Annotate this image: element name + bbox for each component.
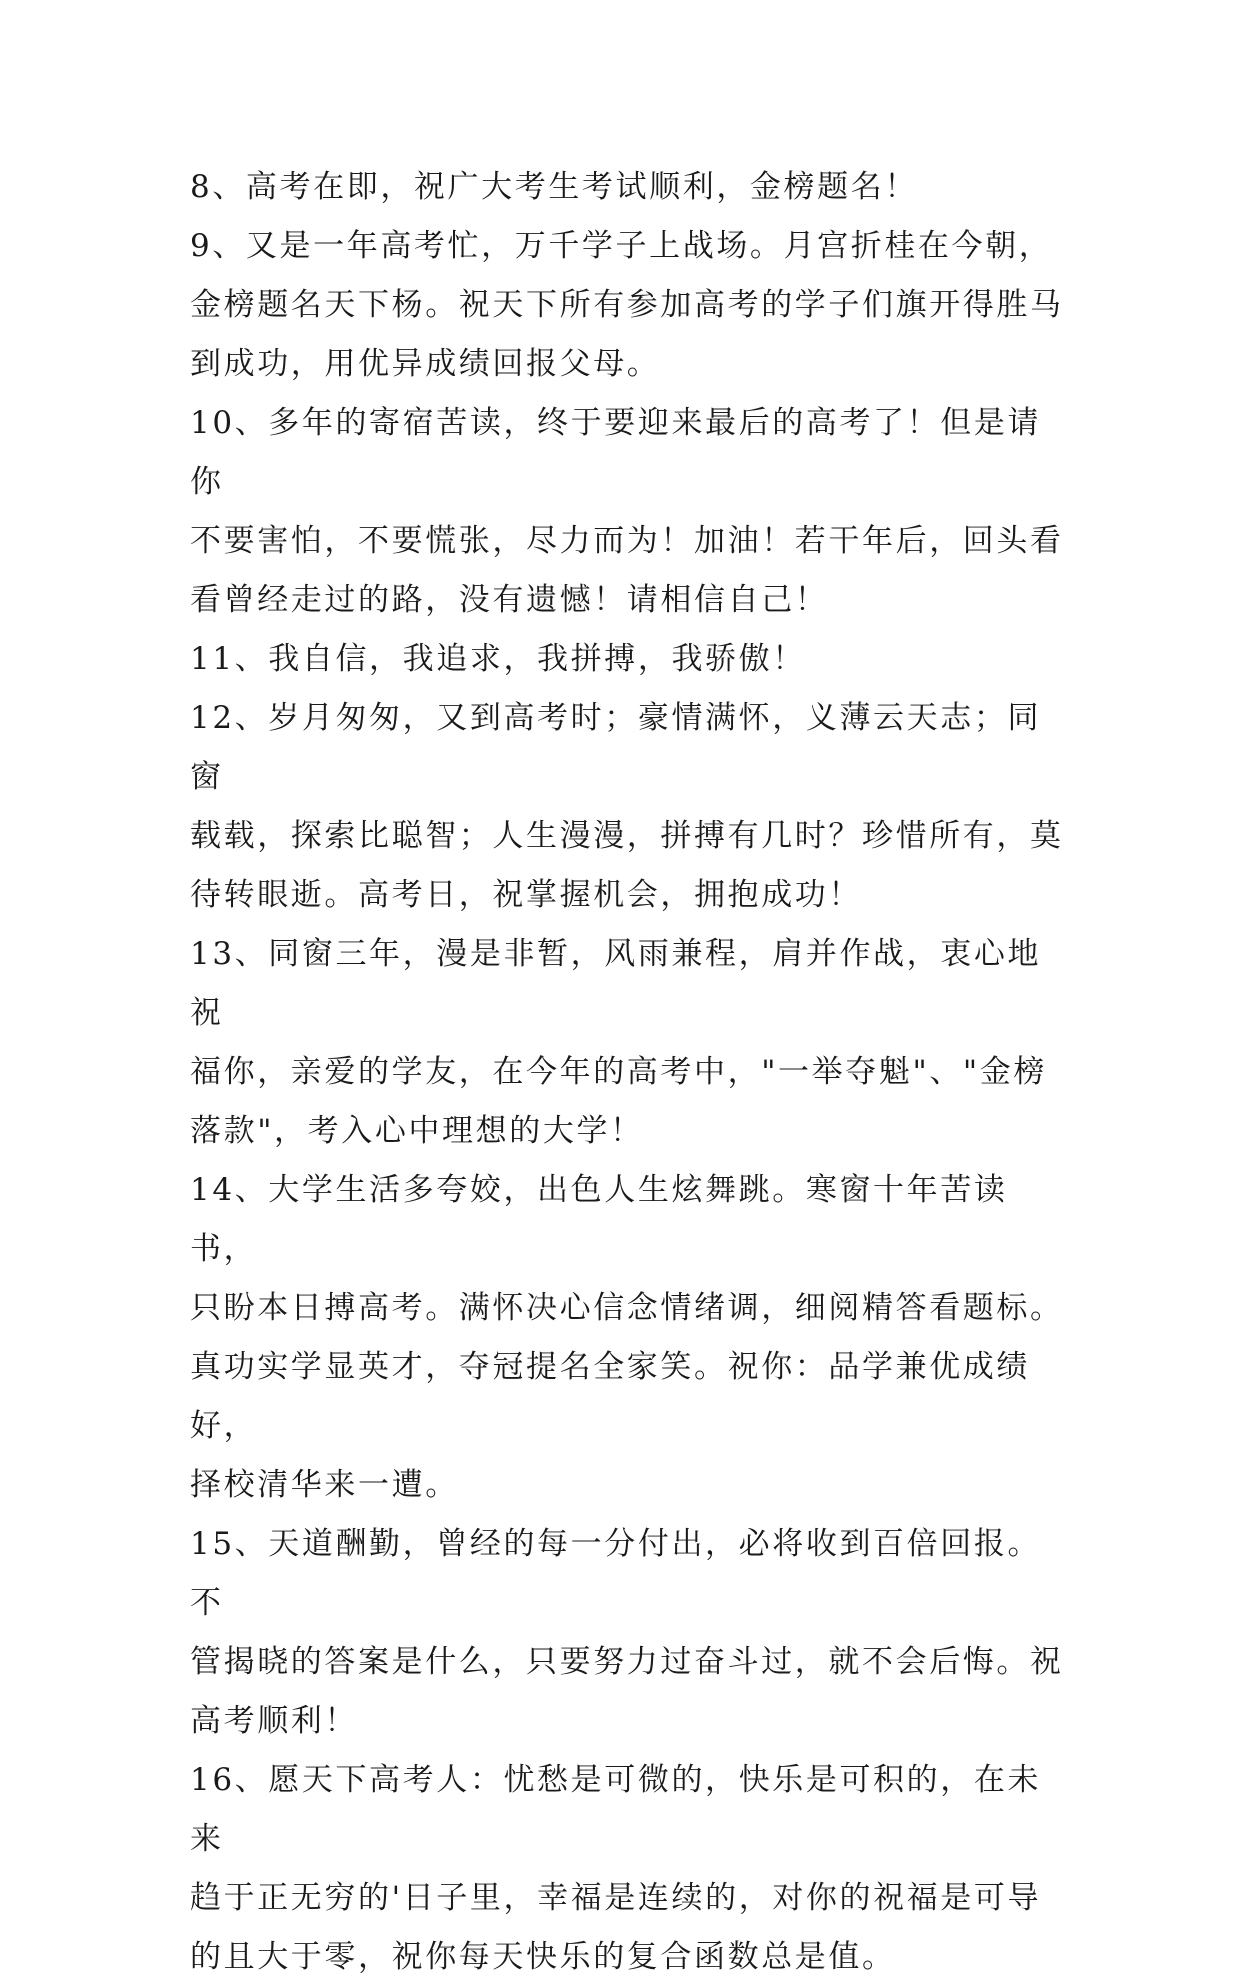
- entry-12: 12、岁月匆匆，又到高考时；豪情满怀，义薄云天志；同窗 载载，探索比聪智；人生漫漫，拼搏有几时？珍惜所有，莫 待转眼逝。高考日，祝掌握机会，拥抱成功！: [190, 700, 1064, 913]
- entry-16: 16、愿天下高考人：忧愁是可微的，快乐是可积的，在未来 趋于正无穷的'日子里，幸福是连续的，对你的祝福是可导 的且大于零，祝你每天快乐的复合函数总是值。: [190, 1762, 1042, 1975]
- document-body: [190, 158, 1070, 1987]
- entry-15: 15、天道酬勤，曾经的每一分付出，必将收到百倍回报。不 管揭晓的答案是什么，只要努力过奋斗过，就不会后悔。祝 高考顺利！: [190, 1526, 1064, 1739]
- entry-8: 8、高考在即，祝广大考生考试顺利，金榜题名！: [190, 169, 918, 205]
- entry-13: 13、同窗三年，漫是非暂，风雨兼程，肩并作战，衷心地祝 福你，亲爱的学友，在今年的高考中，"一举夺魁"、"金榜 落款"，考入心中理想的大学！: [190, 936, 1047, 1149]
- entry-14: 14、大学生活多夸姣，出色人生炫舞跳。寒窗十年苦读书， 只盼本日搏高考。满怀决心信念情绪调，细阅精答看题标。 真功实学显英才，夺冠提名全家笑。祝你：品学兼优成绩好， 择校清华来一遭。: [190, 1172, 1064, 1503]
- entry-11: 11、我自信，我追求，我拼搏，我骄傲！: [190, 641, 806, 677]
- entry-10: 10、多年的寄宿苦读，终于要迎来最后的高考了！但是请你 不要害怕，不要慌张，尽力而为！加油！若干年后，回头看 看曾经走过的路，没有遗憾！请相信自己！: [190, 405, 1064, 618]
- entry-9: 9、又是一年高考忙，万千学子上战场。月宫折桂在今朝， 金榜题名天下杨。祝天下所有参加高考的学子们旗开得胜马 到成功，用优异成绩回报父母。: [190, 228, 1064, 382]
